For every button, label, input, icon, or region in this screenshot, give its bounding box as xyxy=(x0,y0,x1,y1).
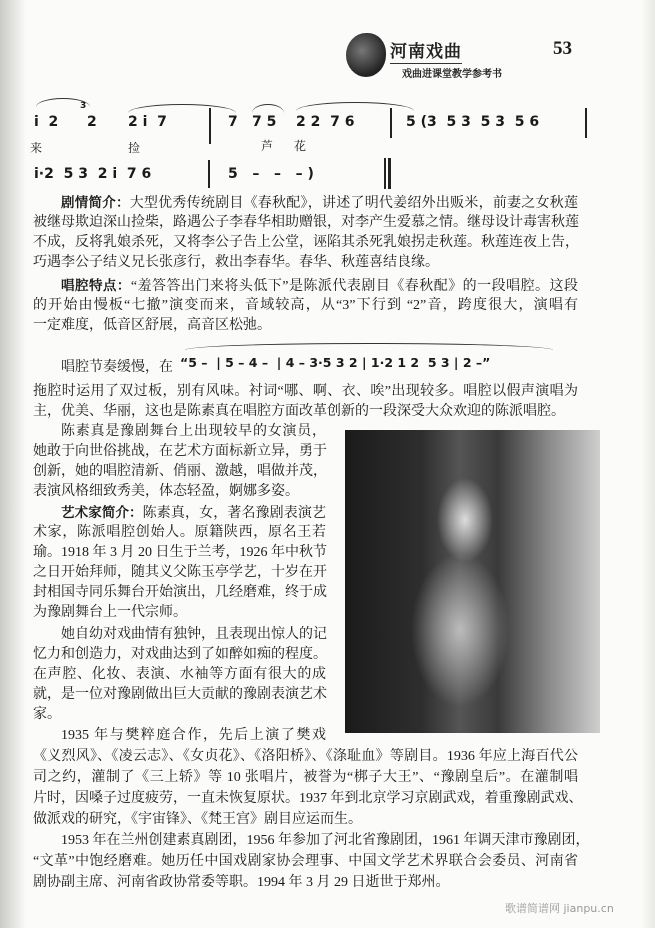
text-line: 就，是一位对豫剧做出巨大贡献的豫剧表演艺术 xyxy=(33,687,327,702)
text-line xyxy=(33,193,578,214)
text-line: 剧协副主席、河南省政协常委等职。1994 年 3 月 29 日逝世于郑州。 xyxy=(33,875,450,890)
score-notes: 2 2 7 6 xyxy=(296,114,355,130)
book-subtitle: 戏曲进课堂教学参考书 xyxy=(402,69,502,80)
lyric: 芦 xyxy=(261,139,274,153)
text-line: 不成，反将乳娘杀死，又将李公子告上公堂，诬陷其杀死乳娘拐走秋莲。秋莲连夜上告， xyxy=(33,235,579,250)
text-line: 唱腔节奏缓慢，在 xyxy=(61,360,173,375)
text-line: 表演风格细致秀美，体态轻盈，婀娜多姿。 xyxy=(33,484,299,499)
bar-line xyxy=(585,108,587,138)
score-notes: 5 – – – ) xyxy=(228,166,314,182)
text: 大型优秀传统剧目《春秋配》，讲述了明代姜绍外出贩米，前妻之女秋莲 xyxy=(129,196,579,211)
text-line: 创新，她的唱腔清新、俏丽、激越，唱做并茂， xyxy=(33,464,327,479)
section-label: 唱腔特点： xyxy=(61,278,131,294)
score-notes: 2 xyxy=(87,114,97,130)
book-title: 河南戏曲 xyxy=(390,37,462,64)
text-line: 封相国寺同乐舞台开始演出，几经磨难，终于成 xyxy=(33,585,327,600)
slur-mark xyxy=(128,104,236,113)
bar-line xyxy=(208,160,210,188)
text-line: 忆力和创造力，对戏曲达到了如醉如痴的程度。 xyxy=(33,647,327,662)
score-notes: 2 i 7 xyxy=(128,114,167,130)
text-line: 被继母欺迫深山捡柴，路遇公子李春华相助赠银，对李产生爱慕之情。继母设计毒害秋莲 xyxy=(33,215,579,230)
text-line: 家。 xyxy=(33,707,61,722)
text-line: 巧遇李公子结义兄长张彦行，救出李春华。春华、秋莲喜结良缘。 xyxy=(33,255,439,270)
text-line: 的开始由慢板“七撤”演变而来，音域较高，从“3”下行到 “2”音，跨度很大，演唱有 xyxy=(33,298,578,313)
grace-note: 3 xyxy=(80,101,87,111)
text-line: 片时，因嗓子过度疲劳，一直未恢复原状。1937 年到北京学习京剧武戏，着重豫剧武戏、 xyxy=(33,791,583,806)
text-line: 1935 年与樊粹庭合作，先后上演了樊戏 xyxy=(61,728,326,743)
text-line xyxy=(33,503,326,524)
page-binding-shadow xyxy=(0,0,26,928)
lyric: 花 xyxy=(294,139,307,153)
bar-line xyxy=(390,108,392,138)
text-line: 她自幼对戏曲情有独钟，且表现出惊人的记 xyxy=(61,627,327,642)
section-label: 剧情简介： xyxy=(61,195,130,211)
final-bar-line xyxy=(384,158,386,189)
text-line: 1953 年在兰州创建素真剧团，1956 年参加了河北省豫剧团，1961 年调天津市豫剧团， xyxy=(61,833,590,848)
text-line: 主，优美、华丽，这也是陈素真在唱腔方面改革创新的一段深受大众欢迎的陈派唱腔。 xyxy=(33,404,565,419)
section-label: 艺术家简介： xyxy=(61,505,143,521)
text-line: 陈素真是豫剧舞台上出现较早的女演员， xyxy=(61,424,326,439)
text-line xyxy=(33,276,578,297)
text-line: 之日开始拜师，随其义父陈玉亭学艺，十岁在开 xyxy=(33,565,327,580)
final-bar-line xyxy=(388,158,391,189)
score-notes: i 2 xyxy=(34,114,64,130)
text-line: 拖腔时运用了双过板，别有风味。衬词“哪、啊、衣、唉”出现较多。唱腔以假声演唱为 xyxy=(33,384,578,399)
page-edge-shadow xyxy=(641,0,655,928)
slur-mark xyxy=(296,102,414,111)
artist-stage-photo xyxy=(345,430,600,733)
lyric: 来 xyxy=(30,141,43,155)
inline-notation: “5 – | 5 – 4 – | 4 – 3·5 3 2 | 1·2 1 2 5 3 | 2 –” xyxy=(180,355,491,370)
text-line: 她敢于向世俗挑战，在艺术方面标新立异，勇于 xyxy=(33,444,327,459)
lyric: 捡 xyxy=(128,141,141,155)
slur-mark xyxy=(252,104,284,113)
opera-mask-logo-icon xyxy=(346,33,386,77)
score-notes: 7 xyxy=(228,114,243,130)
text: “羞答答出门来将头低下”是陈派代表剧目《春秋配》的一段唱腔。这段 xyxy=(130,279,578,294)
text-line: 一定难度，低音区舒展，高音区松弛。 xyxy=(33,318,271,333)
text-line: 在声腔、化妆、表演、水袖等方面有很大的成 xyxy=(33,667,326,682)
score-notes: i·2 5 3 2 i 7 6 xyxy=(34,166,152,182)
text-line: 做派戏的研究，《宇宙锋》、《梵王宫》剧目应运而生。 xyxy=(33,812,362,827)
bar-line xyxy=(209,108,211,144)
site-watermark: 歌谱简谱网 jianpu.cn xyxy=(505,902,614,915)
text-line: 瑜。1918 年 3 月 20 日生于兰考，1926 年中秋节 xyxy=(33,545,327,560)
score-notes: 5 (3 5 3 5 3 5 6 xyxy=(406,114,540,130)
text: 陈素真，女，著名豫剧表演艺 xyxy=(142,506,327,521)
slur-mark xyxy=(185,343,553,350)
text-line: 术家，陈派唱腔创始人。原籍陕西，原名王若 xyxy=(33,525,326,540)
text-line: 司之约，灌制了《三上轿》等 10 张唱片，被誉为“梆子大王”、“豫剧皇后”。在灌制唱 xyxy=(33,770,578,785)
page-number: 53 xyxy=(553,38,572,59)
text-line: “文革”中饱经磨难。她历任中国戏剧家协会理事、中国文学艺术界联合会委员、河南省 xyxy=(33,854,578,869)
text-line: 《义烈风》、《凌云志》、《女贞花》、《洛阳桥》、《涤耻血》等剧目。1936 年应上海百代公 xyxy=(33,749,578,764)
text-line: 为豫剧舞台上一代宗师。 xyxy=(33,605,187,620)
score-notes: 7 5 xyxy=(252,114,277,130)
